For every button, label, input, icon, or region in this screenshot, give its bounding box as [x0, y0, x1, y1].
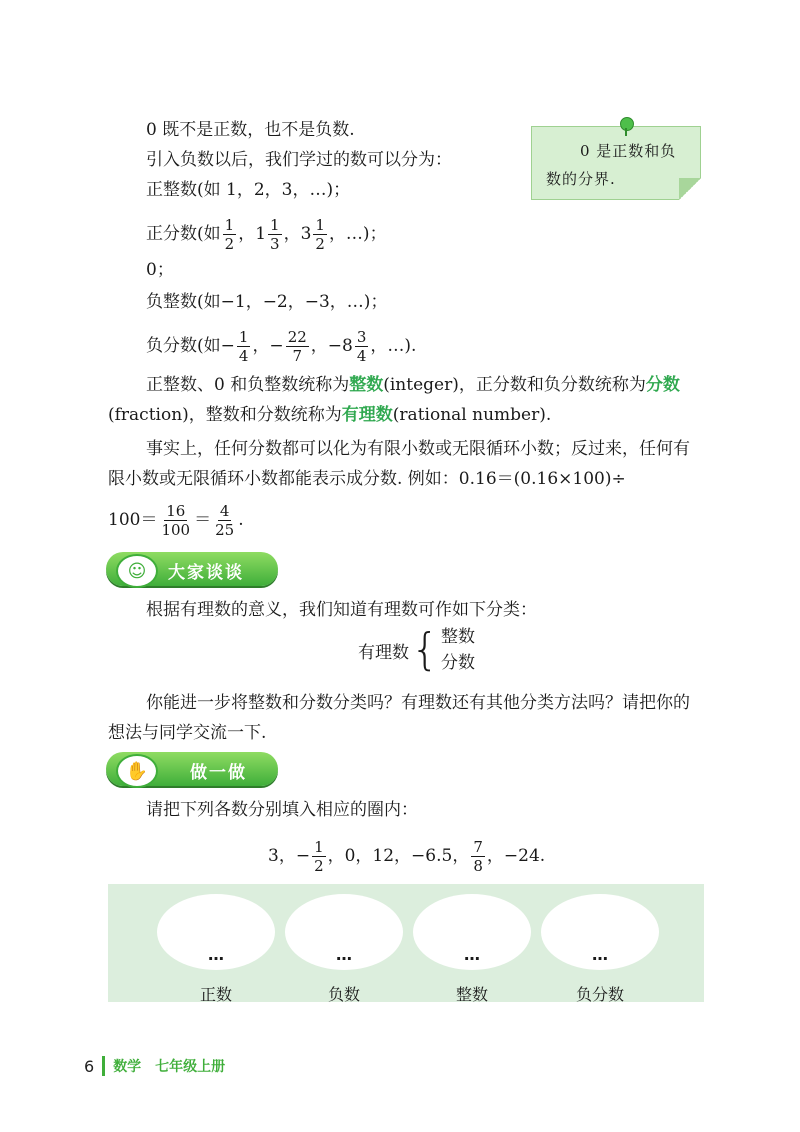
- fraction-neg-quarter: $\frac{1}{4}$: [238, 328, 249, 365]
- page-number: 6: [84, 1056, 95, 1076]
- oval-group-negative-fraction: [540, 894, 660, 1005]
- task-intro: 请把下列各数分别填入相应的圈内：: [146, 800, 418, 820]
- number-list: 3，− $\frac{1}{2}$ ，0，12，−6.5， $\frac{7}{8}$ ，−24.: [268, 838, 546, 875]
- classification-panel: [108, 884, 704, 1002]
- line-positive-integers: 正整数(如 1，2，3，…)；: [146, 180, 351, 200]
- classify-root: 有理数: [358, 642, 409, 663]
- fraction-three-half: $\frac{1}{2}$: [315, 216, 325, 253]
- term-fraction: 数: [662, 375, 680, 395]
- oval-group-positive: [156, 894, 276, 1005]
- note-text: 0 是正数和负数的分界.: [546, 142, 677, 188]
- fact-paragraph: 事实上，任何分数都可以化为有限小数或无限循环小数；反过来，任何有限小数或无限循环小数都能表示成分数. 例如：0.16＝(0.16×100)÷: [108, 439, 690, 489]
- section-badge-do: ✋ 做一做: [106, 752, 278, 786]
- discuss-paragraph: 你能进一步将整数和分数分类吗？有理数还有其他分类方法吗？请把你的想法与同学交流一下.: [108, 693, 690, 743]
- oval-integer[interactable]: …: [413, 894, 531, 970]
- oval-label-negative-fraction: 负分数: [575, 985, 624, 1004]
- line-negative-integers: 负整数(如−1，−2，−3，…)；: [146, 292, 388, 312]
- people-chat-icon: ☺: [116, 554, 158, 588]
- oval-negative-fraction[interactable]: …: [541, 894, 659, 970]
- classify-item-integer: 整数: [441, 627, 475, 647]
- line-intro: 引入负数以后，我们学过的数可以分为：: [146, 150, 452, 170]
- oval-negative[interactable]: …: [285, 894, 403, 970]
- oval-group-negative: [284, 894, 404, 1005]
- hand-icon: ✋: [116, 754, 158, 788]
- footer-divider: [102, 1056, 105, 1076]
- fraction-16-100: $\frac{16}{100}$: [161, 502, 191, 539]
- term-rational: 有理数: [341, 405, 393, 425]
- fact-equation: 100＝ $\frac{16}{100}$ ＝ $\frac{4}{25}$ .: [108, 502, 244, 539]
- fraction-7-8: $\frac{7}{8}$: [473, 838, 483, 875]
- fraction-neg-half: $\frac{1}{2}$: [314, 838, 324, 875]
- brace-icon: {: [411, 624, 439, 675]
- oval-group-integer: [412, 894, 532, 1005]
- line-zero: 0 既不是正数，也不是负数.: [146, 120, 355, 140]
- section-badge-discuss: ☺ 大家谈谈: [106, 552, 278, 586]
- classify-item-fraction: 分数: [441, 653, 475, 673]
- classify-intro: 根据有理数的意义，我们知道有理数可作如下分类：: [146, 600, 537, 620]
- fraction-neg-8-3-4: $\frac{3}{4}$: [356, 328, 367, 365]
- page-footer: [84, 1056, 225, 1076]
- line-negative-fractions: 负分数(如− $\frac{1}{4}$ ，− $\frac{22}{7}$ ，−8 $\frac{3}{4}$ ，…).: [146, 328, 417, 365]
- oval-positive[interactable]: …: [157, 894, 275, 970]
- oval-label-negative: 负数: [327, 985, 360, 1004]
- oval-label-positive: 正数: [199, 985, 232, 1004]
- fraction-one-third: $\frac{1}{3}$: [270, 216, 280, 253]
- term-integer: 整数: [349, 375, 384, 395]
- fraction-half: $\frac{1}{2}$: [224, 216, 235, 253]
- pushpin-icon: [620, 117, 634, 131]
- fraction-4-25: $\frac{4}{25}$: [215, 502, 235, 539]
- sticky-note: [531, 126, 701, 200]
- line-positive-fractions: 正分数(如 $\frac{1}{2}$ ，1 $\frac{1}{3}$ ，3 $\frac{1}{2}$ ，…)；: [146, 216, 387, 253]
- definition-paragraph: 正整数、0 和负整数统称为整数(integer)，正分数和负分数统称为分数(fraction)，整数和分数统称为有理数(rational number).: [108, 375, 680, 425]
- oval-label-integer: 整数: [455, 985, 488, 1004]
- page-curl: [679, 178, 701, 200]
- book-title: 数学 七年级上册: [113, 1059, 226, 1075]
- fraction-neg-22-7: $\frac{22}{7}$: [287, 328, 307, 365]
- pos-frac-prefix: 正分数(如: [146, 224, 221, 244]
- classification-brace: [358, 622, 475, 678]
- line-zero-item: 0；: [146, 260, 174, 280]
